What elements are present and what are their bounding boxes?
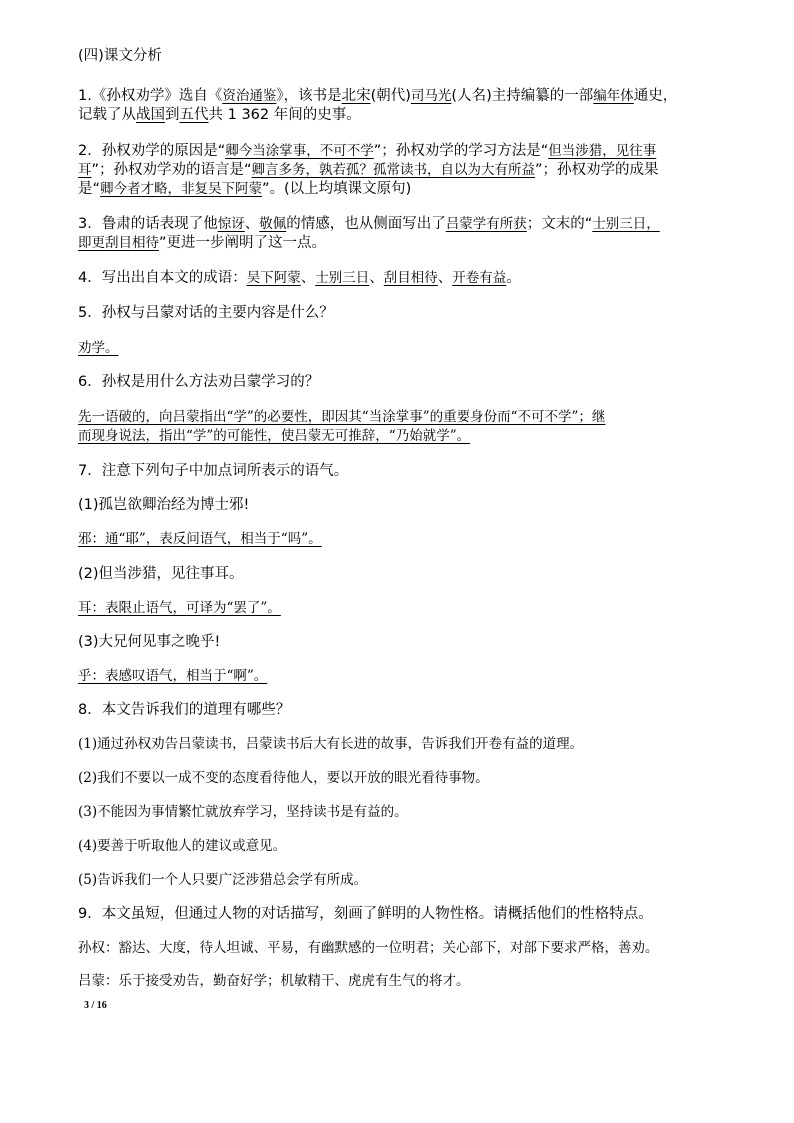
question-9: 9．本文虽短，但通过人物的对话描写，刻画了鲜明的人物性格。请概括他们的性格特点。 xyxy=(78,906,653,922)
answer-8-item: (5)告诉我们一个人只要广泛涉猎总会学有所成。 xyxy=(78,872,368,888)
answer-9-lvmeng: 吕蒙：乐于接受劝告，勤奋好学；机敏精干、虎虎有生气的将才。 xyxy=(78,973,470,989)
question-1-line-2: 记载了从战国到五代共 1 362 年间的史事。 xyxy=(78,107,361,123)
question-3-line-2: 即更刮目相待”更进一步阐明了这一点。 xyxy=(78,235,327,251)
question-3-line-1: 3．鲁肃的话表现了他惊讶、敬佩的情感，也从侧面写出了吕蒙学有所获；文末的“士别三日， xyxy=(78,216,660,232)
question-2-line-3: 是“卿今者才略，非复吴下阿蒙”。(以上均填课文原句) xyxy=(78,181,412,197)
section-title: (四)课文分析 xyxy=(78,48,162,64)
page-number: 3 / 16 xyxy=(84,1000,107,1011)
answer-8-item: (1)通过孙权劝告吕蒙读书，吕蒙读书后大有长进的故事，告诉我们开卷有益的道理。 xyxy=(78,736,584,752)
answer-8-item: (3)不能因为事情繁忙就放弃学习，坚持读书是有益的。 xyxy=(78,804,408,820)
answer-7-1: 邪：通“耶”，表反问语气，相当于“吗”。 xyxy=(78,531,322,547)
question-4: 4．写出出自本文的成语：吴下阿蒙、士别三日、刮目相待、开卷有益。 xyxy=(78,270,521,286)
answer-6-line-1: 先一语破的，向吕蒙指出“学”的必要性，即因其“当涂掌事”的重要身份而“不可不学”；继 xyxy=(78,409,606,425)
question-2-line-1: 2．孙权劝学的原因是“卿今当涂掌事，不可不学”；孙权劝学的学习方法是“但当涉猎，见往事 xyxy=(78,143,657,159)
sentence-7-1: (1)孤岂欲卿治经为博士邪! xyxy=(78,497,250,513)
answer-7-2: 耳：表限止语气，可译为“罢了”。 xyxy=(78,600,281,616)
question-8: 8．本文告诉我们的道理有哪些？ xyxy=(78,702,291,718)
answer-8-item: (2)我们不要以一成不变的态度看待他人，要以开放的眼光看待事物。 xyxy=(78,770,489,786)
question-2-line-2: 耳”；孙权劝学劝的语言是“卿言多务，孰若孤？孤常读书，自以为大有所益”；孙权劝学的成果 xyxy=(78,162,659,178)
question-7: 7．注意下列句子中加点词所表示的语气。 xyxy=(78,463,349,479)
answer-7-3: 乎：表感叹语气，相当于“啊”。 xyxy=(78,668,268,684)
sentence-7-2: (2)但当涉猎，见往事耳。 xyxy=(78,566,244,582)
answer-6-line-2: 而现身说法，指出“学”的可能性，使吕蒙无可推辞，“乃始就学”。 xyxy=(78,428,471,444)
answer-8-item: (4)要善于听取他人的建议或意见。 xyxy=(78,838,287,854)
sentence-7-3: (3)大兄何见事之晚乎! xyxy=(78,634,221,650)
answer-5: 劝学。 xyxy=(78,340,119,356)
question-5: 5．孙权与吕蒙对话的主要内容是什么？ xyxy=(78,305,334,321)
question-6: 6．孙权是用什么方法劝吕蒙学习的？ xyxy=(78,374,320,390)
question-1-line-1: 1.《孙权劝学》选自《资治通鉴》，该书是北宋(朝代)司马光(人名)主持编纂的一部编年体通史， xyxy=(78,88,678,104)
answer-9-sunquan: 孙权：豁达、大度，待人坦诚、平易，有幽默感的一位明君；关心部下，对部下要求严格，善劝。 xyxy=(78,940,659,956)
